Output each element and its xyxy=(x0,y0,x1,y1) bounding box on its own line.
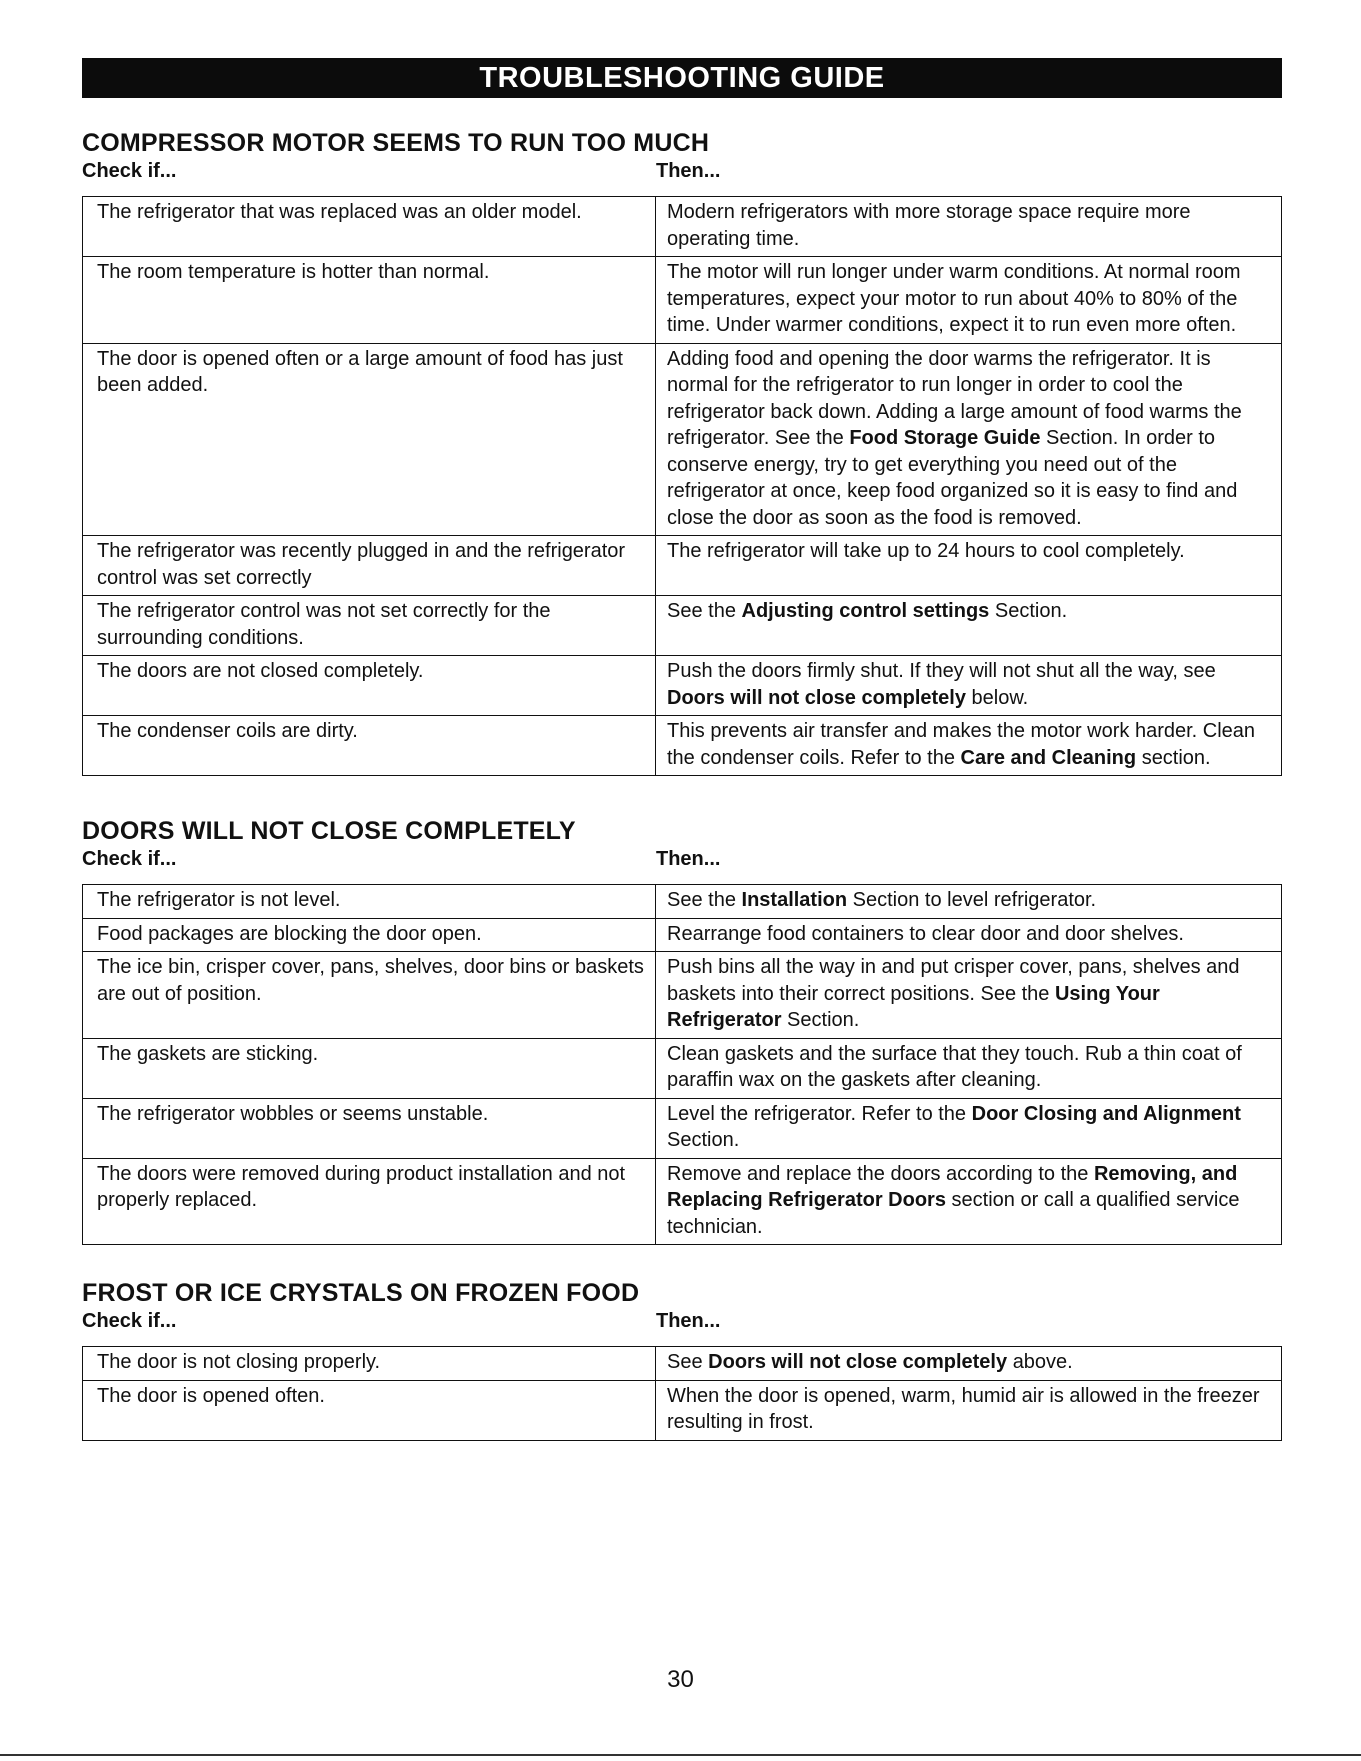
then-cell xyxy=(656,1347,1282,1381)
table-row xyxy=(83,257,1282,344)
check-cell: The door is opened often or a large amount of food has just been added. xyxy=(83,343,656,536)
then-text: Section. In order to conserve energy, try to get everything you need out of the refrigerator at once, keep food organized so it is easy to find and close the door as soon as the food is removed. xyxy=(667,427,1238,529)
table-row xyxy=(83,656,1282,716)
table-row xyxy=(83,1347,1282,1381)
check-cell: The doors were removed during product installation and not properly replaced. xyxy=(83,1158,656,1245)
then-text: section. xyxy=(1141,746,1211,769)
then-cell xyxy=(656,1158,1282,1245)
then-text: See the xyxy=(667,889,736,911)
table-row xyxy=(83,1380,1282,1440)
then-bold-ref: Door Closing and Alignment xyxy=(971,1102,1241,1125)
check-if-label: Check if... xyxy=(82,160,177,182)
check-if-label: Check if... xyxy=(82,848,177,870)
then-cell xyxy=(656,343,1282,536)
section-title-doors: DOORS WILL NOT CLOSE COMPLETELY xyxy=(82,817,576,845)
then-cell: The refrigerator will take up to 24 hours to cool completely. xyxy=(656,536,1282,596)
table-row xyxy=(83,716,1282,776)
then-text: Section. xyxy=(667,1129,740,1151)
then-bold-ref: Care and Cleaning xyxy=(960,746,1137,769)
then-cell: When the door is opened, warm, humid air is allowed in the freezer resulting in frost. xyxy=(656,1380,1282,1440)
check-cell: The condenser coils are dirty. xyxy=(83,716,656,776)
then-bold-ref: Installation xyxy=(741,889,848,911)
then-bold-ref: Doors will not close completely xyxy=(667,686,966,709)
page-banner: TROUBLESHOOTING GUIDE xyxy=(82,58,1282,98)
then-text: section or call a qualified service technician. xyxy=(667,1189,1240,1238)
page-number: 30 xyxy=(667,1666,694,1693)
table-row xyxy=(83,1158,1282,1245)
check-cell: The door is not closing properly. xyxy=(83,1347,656,1381)
then-text: Push the doors firmly shut. If they will not shut all the way, see xyxy=(667,660,1216,682)
then-bold-ref: Adjusting control settings xyxy=(741,600,990,622)
table-row xyxy=(83,885,1282,919)
then-cell: Rearrange food containers to clear door and door shelves. xyxy=(656,918,1282,952)
then-bold-ref: Doors will not close completely xyxy=(708,1351,1008,1373)
check-cell: The room temperature is hotter than normal. xyxy=(83,257,656,344)
check-cell: The refrigerator control was not set correctly for the surrounding conditions. xyxy=(83,596,656,656)
bottom-divider xyxy=(0,1754,1361,1756)
column-headers xyxy=(82,846,1282,872)
then-cell: Clean gaskets and the surface that they touch. Rub a thin coat of paraffin wax on the gaskets after cleaning. xyxy=(656,1038,1282,1098)
then-cell: The motor will run longer under warm conditions. At normal room temperatures, expect your motor to run about 40% to 80% of the time. Under warmer conditions, expect it to run even more often. xyxy=(656,257,1282,344)
then-text: Adding food and opening the door warms the refrigerator. It is normal for the refrigerator to run longer in order to cool the refrigerator back down. Adding a large amount of food warms the refrigerator. See the xyxy=(667,347,1242,449)
document-page xyxy=(82,58,1282,1441)
then-text: Section to level refrigerator. xyxy=(852,889,1097,911)
then-text: Remove and replace the doors according to the xyxy=(667,1162,1089,1185)
then-label: Then... xyxy=(656,160,721,182)
check-cell: The refrigerator wobbles or seems unstable. xyxy=(83,1098,656,1158)
then-bold-ref: Food Storage Guide xyxy=(849,427,1041,449)
column-headers xyxy=(82,158,1282,184)
then-text: Section. xyxy=(787,1009,860,1031)
table-row xyxy=(83,197,1282,257)
then-text: See xyxy=(667,1351,703,1373)
section-title-compressor: COMPRESSOR MOTOR SEEMS TO RUN TOO MUCH xyxy=(82,129,710,157)
then-text: below. xyxy=(971,686,1029,709)
doors-table xyxy=(82,884,1282,1245)
then-text: See the xyxy=(667,600,736,622)
check-cell: Food packages are blocking the door open. xyxy=(83,918,656,952)
table-row xyxy=(83,536,1282,596)
then-text: Level the refrigerator. Refer to the xyxy=(667,1102,967,1125)
then-cell xyxy=(656,656,1282,716)
table-row xyxy=(83,918,1282,952)
compressor-table xyxy=(82,196,1282,776)
then-cell: Modern refrigerators with more storage space require more operating time. xyxy=(656,197,1282,257)
then-bold-ref: Using Your Refrigerator xyxy=(667,982,1160,1031)
check-cell: The refrigerator is not level. xyxy=(83,885,656,919)
check-cell: The door is opened often. xyxy=(83,1380,656,1440)
then-text: above. xyxy=(1012,1351,1073,1373)
table-row xyxy=(83,952,1282,1039)
column-headers xyxy=(82,1308,1282,1334)
then-cell xyxy=(656,885,1282,919)
then-bold-ref: Removing, and Replacing Refrigerator Doors xyxy=(667,1162,1238,1211)
section-title-frost: FROST OR ICE CRYSTALS ON FROZEN FOOD xyxy=(82,1279,640,1307)
table-row xyxy=(83,343,1282,536)
table-row xyxy=(83,596,1282,656)
then-cell xyxy=(656,1098,1282,1158)
table-row xyxy=(83,1038,1282,1098)
then-text: Push bins all the way in and put crisper cover, pans, shelves and baskets into their correct positions. See the xyxy=(667,956,1240,1005)
check-cell: The gaskets are sticking. xyxy=(83,1038,656,1098)
table-row xyxy=(83,1098,1282,1158)
then-text: This prevents air transfer and makes the motor work harder. Clean the condenser coils. Refer to the xyxy=(667,720,1256,769)
check-cell: The refrigerator was recently plugged in and the refrigerator control was set correctly xyxy=(83,536,656,596)
frost-table xyxy=(82,1346,1282,1441)
then-label: Then... xyxy=(656,848,721,870)
check-if-label: Check if... xyxy=(82,1310,177,1332)
then-text: Section. xyxy=(994,600,1068,622)
check-cell: The refrigerator that was replaced was an older model. xyxy=(83,197,656,257)
then-cell xyxy=(656,596,1282,656)
check-cell: The doors are not closed completely. xyxy=(83,656,656,716)
then-cell xyxy=(656,716,1282,776)
then-label: Then... xyxy=(656,1310,721,1332)
then-cell xyxy=(656,952,1282,1039)
check-cell: The ice bin, crisper cover, pans, shelves, door bins or baskets are out of position. xyxy=(83,952,656,1039)
